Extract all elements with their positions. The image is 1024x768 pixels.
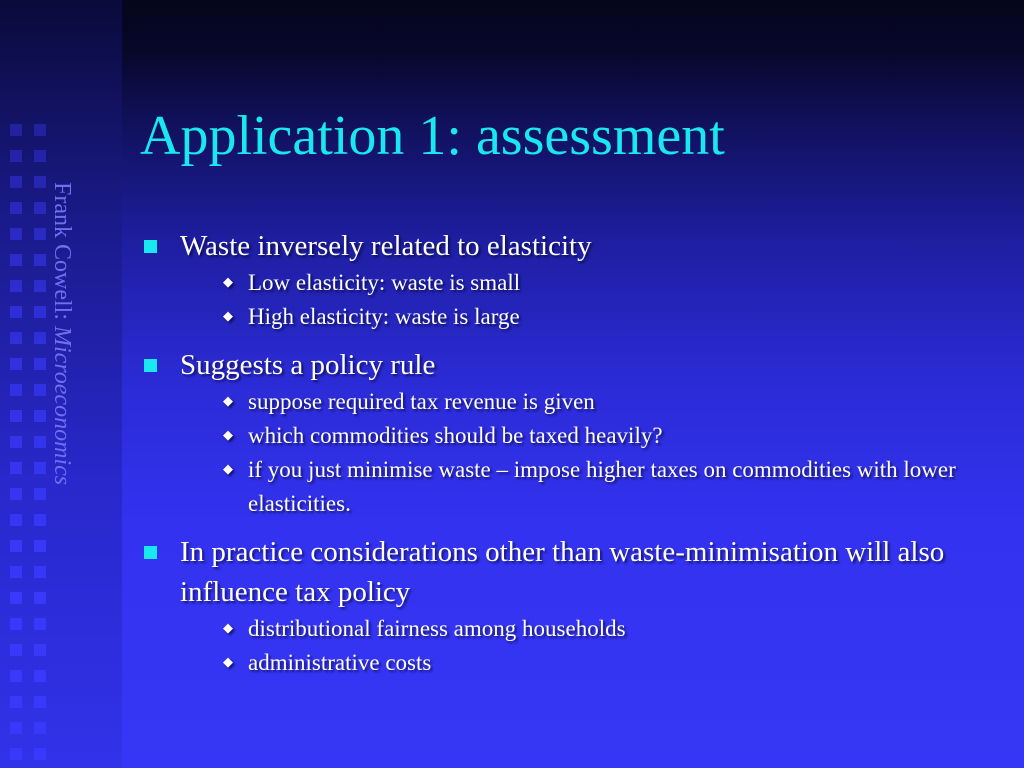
decorative-square: [10, 150, 22, 162]
sub-bullet-text: High elasticity: waste is large: [248, 304, 520, 329]
sub-bullet-text: distributional fairness among households: [248, 616, 626, 641]
sidebar: [0, 0, 122, 768]
decorative-square: [10, 124, 22, 136]
sub-bullet-text: if you just minimise waste – impose higher taxes on commodities with lower elasticities.: [248, 457, 956, 516]
sub-bullet: [225, 266, 1003, 300]
decorative-square: [34, 748, 46, 760]
decorative-square: [34, 722, 46, 734]
decorative-square: [34, 644, 46, 656]
decorative-square: [10, 748, 22, 760]
decorative-square: [10, 254, 22, 266]
slide-title: Application 1: assessment: [140, 105, 725, 167]
decorative-square: [34, 150, 46, 162]
bullet-2-text: Suggests a policy rule: [180, 349, 436, 381]
diamond-bullet-icon: ◆: [223, 462, 233, 477]
decorative-square: [10, 280, 22, 292]
decorative-square: [10, 436, 22, 448]
sub-bullet-text: Low elasticity: waste is small: [248, 270, 521, 295]
sidebar-subject: Microeconomics: [49, 326, 75, 486]
bullet-3: [143, 532, 1003, 612]
decorative-square: [10, 358, 22, 370]
decorative-square: [10, 488, 22, 500]
sub-bullet: [225, 646, 1003, 680]
sub-bullet-text: which commodities should be taxed heavily?: [248, 423, 663, 448]
diamond-bullet-icon: ◆: [223, 655, 233, 670]
decorative-square: [10, 566, 22, 578]
decorative-square: [10, 306, 22, 318]
decorative-square: [10, 332, 22, 344]
decorative-square: [10, 202, 22, 214]
decorative-square: [34, 696, 46, 708]
decorative-square: [10, 696, 22, 708]
sub-bullet-text: suppose required tax revenue is given: [248, 389, 595, 414]
bullet-2: [143, 345, 1003, 385]
decorative-square: [10, 540, 22, 552]
sub-bullet: [225, 385, 1003, 419]
square-bullet-icon: [144, 359, 157, 372]
sidebar-author: Frank Cowell:: [49, 182, 75, 320]
diamond-bullet-icon: ◆: [223, 309, 233, 324]
decorative-square: [10, 670, 22, 682]
decorative-square: [34, 670, 46, 682]
square-bullet-icon: [144, 546, 157, 559]
diamond-bullet-icon: ◆: [223, 394, 233, 409]
bullet-1-text: Waste inversely related to elasticity: [180, 230, 592, 262]
decorative-square: [34, 124, 46, 136]
decorative-square: [10, 410, 22, 422]
decorative-square: [10, 228, 22, 240]
bullet-1: [143, 226, 1003, 266]
decorative-square: [10, 722, 22, 734]
decorative-square: [10, 462, 22, 474]
sub-bullet: [225, 300, 1003, 334]
decorative-square: [34, 618, 46, 630]
decorative-square: [10, 618, 22, 630]
decorative-square: [10, 644, 22, 656]
decorative-square: [10, 592, 22, 604]
decorative-square: [34, 592, 46, 604]
slide-content: [143, 226, 1003, 680]
square-bullet-icon: [144, 240, 157, 253]
decorative-square: [10, 176, 22, 188]
diamond-bullet-icon: ◆: [223, 621, 233, 636]
sub-bullet: [225, 419, 1003, 453]
sub-bullet: [225, 612, 1003, 646]
sub-bullet-text: administrative costs: [248, 650, 432, 675]
decorative-square: [10, 384, 22, 396]
sidebar-footer-text: [42, 182, 82, 592]
diamond-bullet-icon: ◆: [223, 428, 233, 443]
diamond-bullet-icon: ◆: [223, 275, 233, 290]
bullet-3-text: In practice considerations other than waste-minimisation will also influence tax policy: [180, 536, 945, 608]
decorative-square: [10, 514, 22, 526]
sub-bullet: [225, 453, 1003, 521]
